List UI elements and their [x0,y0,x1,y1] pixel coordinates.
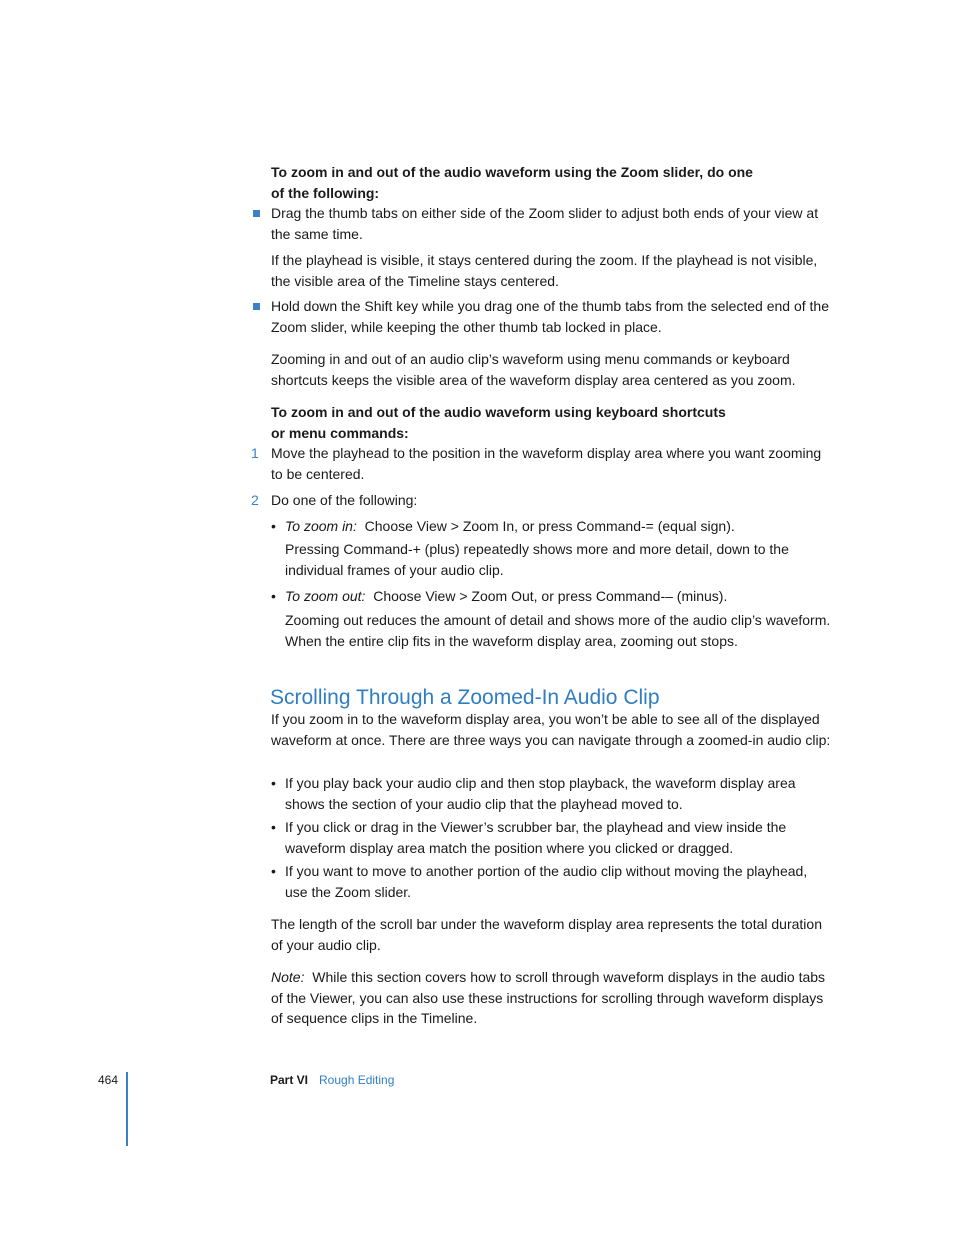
paragraph: The length of the scroll bar under the waveform display area represents the total duration of your audio clip. [271,916,822,953]
footer-rule [126,1072,128,1146]
procedure-heading-zoom-slider [271,162,831,203]
bullet-icon: • [271,588,276,604]
step-number: 1 [251,445,259,461]
note-text: While this section covers how to scroll through waveform displays in the audio tabs of the Viewer, you can also use these instructions for scrolling through waveform displays of sequence clips in the Timeline. [271,969,826,1026]
step-text: Move the playhead to the position in the waveform display area where you want zooming to be centered. [271,445,822,482]
term-label: To zoom in: [285,518,357,534]
list-item: Hold down the Shift key while you drag one of the thumb tabs from the selected end of the Zoom slider, while keeping the other thumb tab locked in place. [271,298,830,335]
list-item: If you want to move to another portion of the audio clip without moving the playhead, use the Zoom slider. [285,863,808,900]
term-text: Choose View > Zoom In, or press Command-= (equal sign). [364,518,735,534]
bullet-icon: • [271,819,276,835]
step-number: 2 [251,492,259,508]
note-label: Note: [271,969,305,985]
list-item [285,516,831,537]
heading-line-2: of the following: [271,184,380,201]
heading-line-1: To zoom in and out of the audio waveform using the Zoom slider, do one [271,164,753,180]
term-label: To zoom out: [285,588,366,604]
heading-line-1: To zoom in and out of the audio waveform using keyboard shortcuts [271,404,726,420]
list-item: If you play back your audio clip and then stop playback, the waveform display area shows the section of your audio clip that the playhead moved to. [285,775,796,812]
paragraph: Zooming in and out of an audio clip’s waveform using menu commands or keyboard shortcuts keeps the visible area of the waveform display area centered as you zoom. [271,351,796,388]
square-bullet-icon [253,303,260,310]
paragraph: If you zoom in to the waveform display area, you won’t be able to see all of the displayed waveform at once. There are three ways you can navigate through a zoomed-in audio clip: [271,711,831,748]
step-text: Do one of the following: [271,492,418,508]
page-number: 464 [98,1073,119,1087]
list-item: Drag the thumb tabs on either side of the Zoom slider to adjust both ends of your view at the same time. [271,205,819,242]
section-title: Scrolling Through a Zoomed-In Audio Clip [270,686,660,709]
list-item-note: Pressing Command-+ (plus) repeatedly shows more and more detail, down to the individual frames of your audio clip. [285,541,789,578]
procedure-heading-keyboard [271,402,831,443]
square-bullet-icon [253,210,260,217]
heading-line-2: or menu commands: [271,424,409,441]
bullet-icon: • [271,863,276,879]
footer-chapter: Rough Editing [319,1073,395,1087]
list-item: If you click or drag in the Viewer’s scrubber bar, the playhead and view inside the waveform display area match the position where you clicked or dragged. [285,819,787,856]
list-item [285,586,831,607]
footer-part: Part VI [270,1073,309,1087]
term-text: Choose View > Zoom Out, or press Command-– (minus). [373,588,728,604]
bullet-icon: • [271,518,276,534]
bullet-icon: • [271,775,276,791]
list-item-note: If the playhead is visible, it stays centered during the zoom. If the playhead is not visible, the visible area of the Timeline stays centered. [271,252,818,289]
list-item-note: Zooming out reduces the amount of detail and shows more of the audio clip’s waveform. When the entire clip fits in the waveform display area, zooming out stops. [285,612,831,649]
note-paragraph [271,967,831,1029]
